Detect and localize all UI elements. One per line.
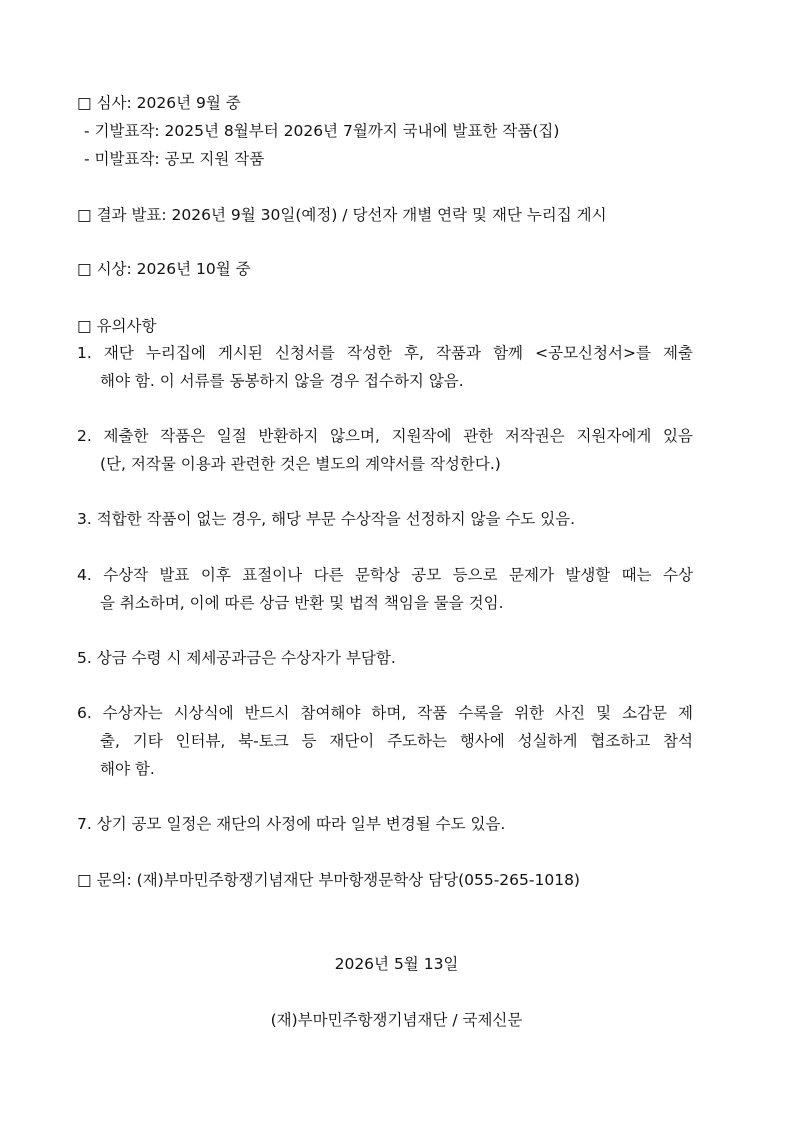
- announcement-date: 2026년 5월 13일: [334, 955, 459, 973]
- note-4-line-2: 을 취소하며, 이에 따른 상금 반환 및 법적 책임을 물을 것임.: [100, 594, 504, 612]
- notes-heading: □ 유의사항: [77, 317, 157, 335]
- note-1-line-2: 해야 함. 이 서류를 동봉하지 않을 경우 접수하지 않음.: [100, 372, 464, 390]
- contact-info: □ 문의: (재)부마민주항쟁기념재단 부마항쟁문학상 담당(055-265-1018): [77, 871, 580, 889]
- review-unpublished: - 미발표작: 공모 지원 작품: [84, 150, 265, 168]
- note-2-line-2: (단, 저작물 이용과 관련한 것은 별도의 계약서를 작성한다.): [100, 455, 501, 473]
- award-ceremony: □ 시상: 2026년 10월 중: [77, 260, 251, 278]
- note-1-line-1: 1. 재단 누리집에 게시된 신청서를 작성한 후, 작품과 함께 <공모신청서>를 제출: [77, 344, 693, 362]
- note-6-line-1: 6. 수상자는 시상식에 반드시 참여해야 하며, 작품 수록을 위한 사진 및 소감문 제: [77, 704, 693, 722]
- note-3-line-1: 3. 적합한 작품이 없는 경우, 해당 부문 수상작을 선정하지 않을 수도 있음.: [77, 510, 576, 528]
- note-2-line-1: 2. 제출한 작품은 일절 반환하지 않으며, 지원작에 관한 저작권은 지원자에게 있음: [77, 427, 693, 445]
- note-6-line-3: 해야 함.: [100, 760, 155, 778]
- organizers: (재)부마민주항쟁기념재단 / 국제신문: [270, 1011, 523, 1029]
- note-7-line-1: 7. 상기 공모 일정은 재단의 사정에 따라 일부 변경될 수도 있음.: [77, 815, 506, 833]
- review-published: - 기발표작: 2025년 8월부터 2026년 7월까지 국내에 발표한 작품(집): [84, 122, 560, 140]
- note-5-line-1: 5. 상금 수령 시 제세공과금은 수상자가 부담함.: [77, 649, 396, 667]
- note-4-line-1: 4. 수상작 발표 이후 표절이나 다른 문학상 공모 등으로 문제가 발생할 때는 수상: [77, 566, 693, 584]
- note-6-line-2: 출, 기타 인터뷰, 북-토크 등 재단이 주도하는 행사에 성실하게 협조하고 참석: [100, 732, 693, 750]
- review-heading: □ 심사: 2026년 9월 중: [77, 94, 241, 112]
- result-announcement: □ 결과 발표: 2026년 9월 30일(예정) / 당선자 개별 연락 및 재단 누리집 게시: [77, 206, 607, 224]
